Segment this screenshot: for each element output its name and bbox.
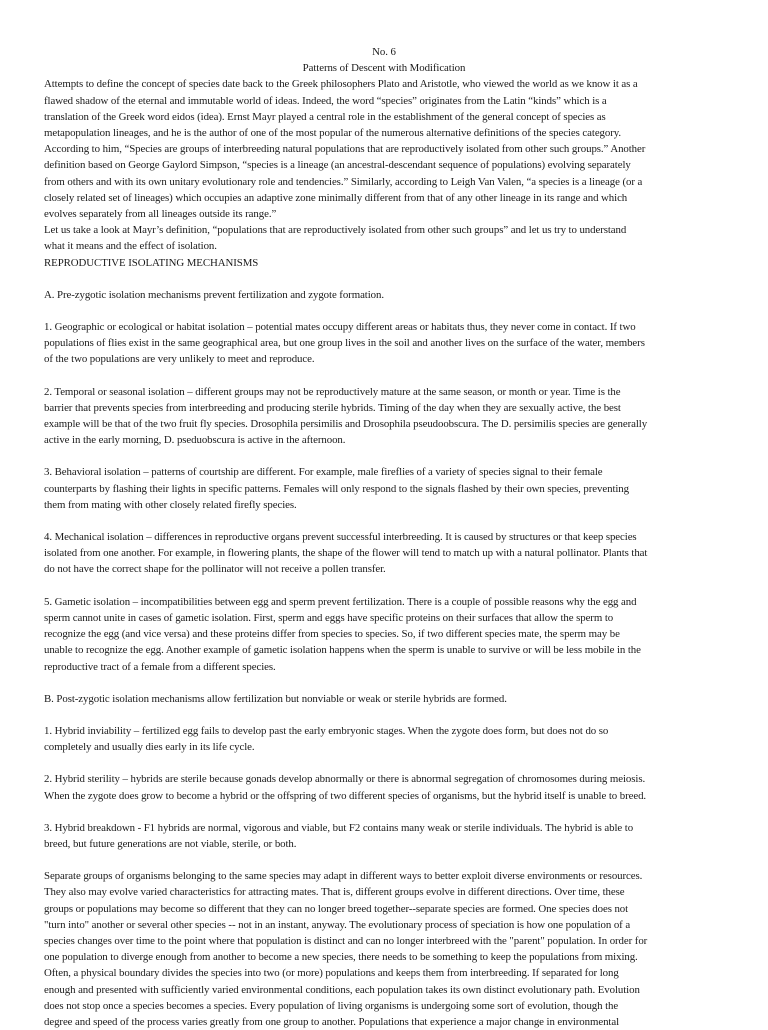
text-line: According to him, “Species are groups of interbreeding natural populations that are reproductively isolated from other such groups.” Another — [44, 143, 646, 156]
list-item-a2 — [44, 384, 724, 449]
text-line: recognize the egg (and vice versa) and these proteins differ from species to species. So, if two different species mate, the sperm may be — [44, 628, 620, 641]
text-line: REPRODUCTIVE ISOLATING MECHANISMS — [44, 256, 259, 269]
text-line: 5. Gametic isolation – incompatibilities between egg and sperm prevent fertilization. There is a couple of possible reasons why the egg and — [44, 595, 637, 608]
text-line: do not have the correct shape for the pollinator will not receive a pollen transfer. — [44, 563, 386, 576]
text-line: groups or populations may become so different that they can no longer breed together--separate species are formed. One species does not — [44, 902, 629, 915]
text-line: flawed shadow of the eternal and immutable world of ideas. Indeed, the word “species” originates from the Latin “kinds” which is a — [44, 94, 607, 107]
text-line: translation of the Greek word eidos (idea). Ernst Mayr played a central role in the establishment of the general concept of species as — [44, 110, 606, 123]
text-line: unable to recognize the egg. Another example of gametic isolation happens when the sperm is unable to survive or will be less mobile in the — [44, 644, 641, 657]
section-a-heading: A. Pre-zygotic isolation mechanisms prevent fertilization and zygote formation. — [44, 288, 384, 301]
text-line: reproductive tract of a female from a different species. — [44, 660, 276, 673]
text-line: They also may evolve varied characteristics for attracting mates. That is, different groups evolve in different directions. Over time, these — [44, 886, 625, 899]
document-number: No. 6 — [372, 46, 396, 58]
list-item-b3 — [44, 820, 724, 852]
text-line: degree and speed of the process varies greatly from one group to another. Populations that experience a major change in environmental — [44, 1015, 620, 1028]
text-line: Let us take a look at Mayr’s definition, “populations that are reproductively isolated from other such groups” and let us try to understand — [44, 224, 627, 237]
section-b-heading: B. Post-zygotic isolation mechanisms allow fertilization but nonviable or weak or sterile hybrids are formed. — [44, 692, 507, 705]
text-line: example will be that of the two fruit fly species. Drosophila persimilis and Drosophila pseudoobscura. The D. persimilis species are generally — [44, 418, 648, 431]
text-line: sperm cannot unite in cases of gametic isolation. First, sperm and eggs have specific proteins on their surfaces that allow the sperm to — [44, 611, 614, 624]
text-line: 1. Hybrid inviability – fertilized egg fails to develop past the early embryonic stages. When the zygote does form, but does not do so — [44, 724, 609, 737]
list-item-b2 — [44, 771, 724, 803]
text-line: active in the early morning, D. pseduobscura is active in the afternoon. — [44, 434, 346, 447]
text-line: closely related set of lineages) which occupies an adaptive zone minimally different from that of any other lineage in its range and which — [44, 191, 628, 204]
text-line: does not stop once a species becomes a species. Every population of living organisms is undergoing some sort of evolution, though the — [44, 999, 619, 1012]
list-item-b1 — [44, 723, 724, 755]
document-title: Patterns of Descent with Modification — [302, 62, 466, 75]
text-line: 2. Hybrid sterility – hybrids are sterile because gonads develop abnormally or there is abnormal segregation of chromosomes during meiosis. — [44, 773, 646, 786]
text-line: populations of flies exist in the same geographical area, but one group lives in the soil and another lives on the surface of the water, members — [44, 337, 645, 350]
document-page — [44, 44, 724, 1030]
text-line: "turn into" another or several other species -- not in an instant, anyway. The evolutionary process of speciation is how one population of a — [44, 918, 631, 931]
text-line: 4. Mechanical isolation – differences in reproductive organs prevent successful interbreeding. It is caused by structures or that keep species — [44, 531, 637, 544]
text-line: 1. Geographic or ecological or habitat isolation – potential mates occupy different areas or habitats thus, they never come in contact. If two — [44, 321, 636, 334]
text-line: Separate groups of organisms belonging to the same species may adapt in different ways to better exploit diverse environments or resources. — [44, 870, 643, 883]
text-line: breed, but future generations are not viable, sterile, or both. — [44, 837, 297, 850]
list-item-a5 — [44, 594, 724, 675]
list-item-a1 — [44, 319, 724, 368]
intro-paragraph — [44, 76, 724, 270]
text-line: them from mating with other closely related firefly species. — [44, 498, 297, 511]
list-item-a4 — [44, 529, 724, 578]
text-line: one population to diverge enough from another to become a new species, there needs to be something to keep the populations from mixing. — [44, 951, 638, 964]
text-line: 2. Temporal or seasonal isolation – different groups may not be reproductively mature at the same season, or month or year. Time is the — [44, 385, 621, 398]
text-line: of the two populations are very unlikely to meet and reproduce. — [44, 353, 315, 366]
text-line: isolated from one another. For example, in flowering plants, the shape of the flower will tend to match up with a natural pollinator. Plants that — [44, 547, 648, 560]
text-line: Often, a physical boundary divides the species into two (or more) populations and keeps them from interbreeding. If separated for long — [44, 967, 619, 980]
text-line: When the zygote does grow to become a hybrid or the offspring of two different species of organisms, but the hybrid itself is unable to breed. — [44, 789, 647, 802]
list-item-a3 — [44, 464, 724, 513]
closing-paragraph — [44, 868, 724, 1030]
text-line: from others and with its own unitary evolutionary role and tendencies.” Similarly, according to Leigh Van Valen, “a species is a lineage (or a — [44, 175, 643, 188]
text-line: species changes over time to the point where that population is distinct and can no longer interbreed with the "parent" population. In order for — [44, 934, 648, 947]
text-line: Attempts to define the concept of species date back to the Greek philosophers Plato and Aristotle, who viewed the world as we know it as a — [44, 78, 638, 91]
text-line: definition based on George Gaylord Simpson, “species is a lineage (an ancestral-descendant sequence of populations) evolving separately — [44, 159, 631, 172]
text-line: evolves separately from all lineages outside its range.” — [44, 208, 277, 221]
text-line: metapopulation lineages, and he is the author of one of the most popular of the numerous alternative definitions of the species category. — [44, 127, 622, 140]
text-line: 3. Behavioral isolation – patterns of courtship are different. For example, male fireflies of a variety of species signal to their female — [44, 466, 603, 479]
text-line: barrier that prevents species from interbreeding and producing sterile hybrids. Timing of the day when they are sexually active, the best — [44, 401, 621, 414]
text-line: enough and presented with sufficiently varied environmental conditions, each population takes its own distinct evolutionary path. Evolution — [44, 983, 640, 996]
text-line: counterparts by flashing their lights in specific patterns. Females will only respond to the signals flashed by their own species, preventing — [44, 482, 629, 495]
text-line: 3. Hybrid breakdown - F1 hybrids are normal, vigorous and viable, but F2 contains many weak or sterile individuals. The hybrid is able to — [44, 821, 634, 834]
text-line: completely and usually dies early in its life cycle. — [44, 741, 255, 754]
text-line: what it means and the effect of isolation. — [44, 240, 217, 253]
